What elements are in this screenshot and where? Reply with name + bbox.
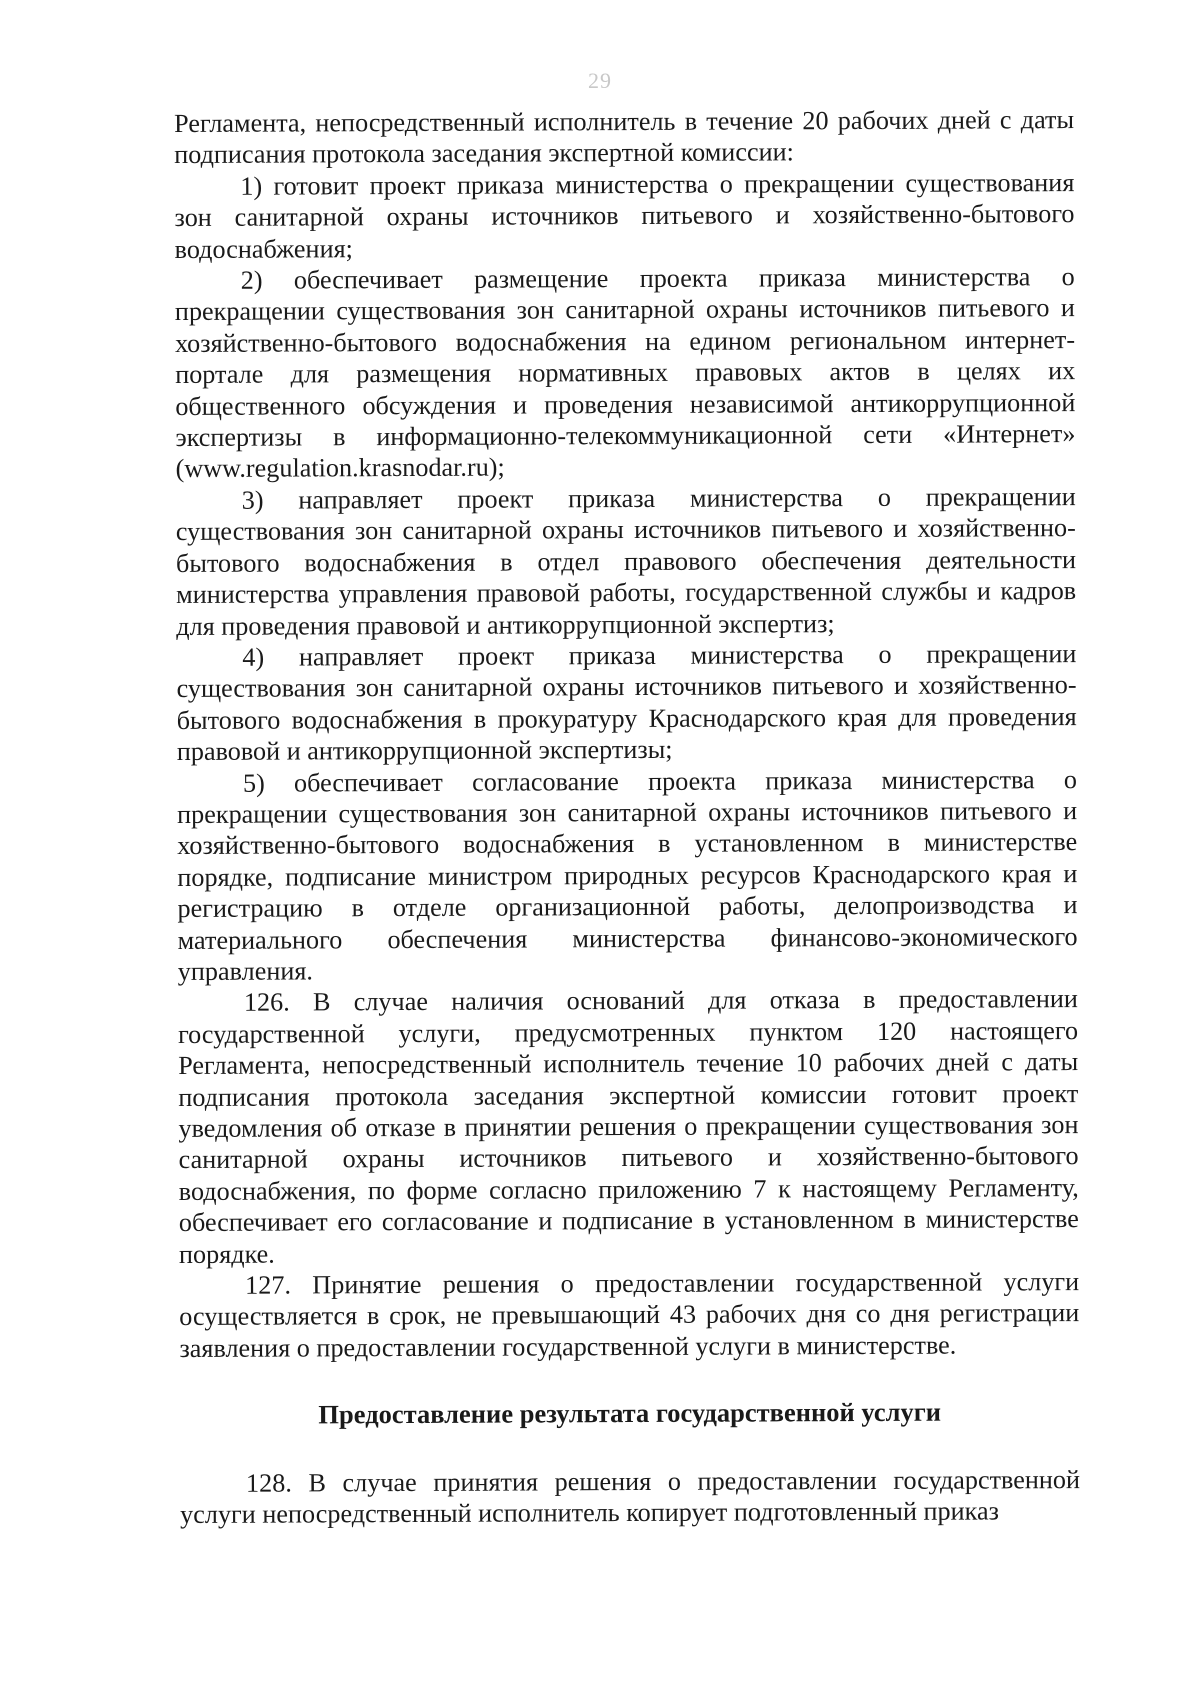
paragraph-item-5: 5) обеспечивает согласование проекта приказа министерства о прекращении существования зон санитарной охраны источников питьевого и хозяйственно-бытового водоснабжения в установленном в министерстве порядке, подписание министром природных ресурсов Краснодарского края и регистрацию в отделе организационной работы, делопроизводства и материального обеспечения министерства финансово-экономического управления. [177, 764, 1078, 986]
paragraph-item-4: 4) направляет проект приказа министерства о прекращении существования зон санитарной охраны источников питьевого и хозяйственно-бытового водоснабжения в прокуратуру Краснодарского края для проведения правовой и антикоррупционной экспертизы; [176, 638, 1077, 767]
document-body [174, 104, 1080, 1530]
section-title: Предоставление результата государственной услуги [318, 1396, 942, 1430]
paragraph-127: 127. Принятие решения о предоставлении государственной услуги осуществляется в срок, не превышающий 43 рабочих дня со дня регистрации заявления о предоставлении государственной услуги в министерстве. [179, 1267, 1080, 1363]
paragraph-item-3: 3) направляет проект приказа министерства о прекращении существования зон санитарной охраны источников питьевого и хозяйственно-бытового водоснабжения в отдел правового обеспечения деятельности министерства управления правовой работы, государственной службы и кадров для проведения правовой и антикоррупционной экспертиз; [175, 481, 1077, 641]
paragraph-item-1: 1) готовит проект приказа министерства о прекращении существования зон санитарной охраны источников питьевого и хозяйственно-бытового водоснабжения; [174, 167, 1075, 264]
paragraph-item-2: 2) обеспечивает размещение проекта приказа министерства о прекращении существования зон санитарной охраны источников питьевого и хозяйственно-бытового водоснабжения на едином региональном интернет-портале для размещения нормативных правовых актов в целях их общественного обсуждения и проведения независимой антикоррупционной экспертизы в информационно-телекоммуникационной сети «Интернет» (www.regulation.krasnodar.ru); [174, 262, 1076, 484]
paragraph-126: 126. В случае наличия оснований для отказа в предоставлении государственной услуги, предусмотренных пунктом 120 настоящего Регламента, непосредственный исполнитель течение 10 рабочих дней с даты подписания протокола заседания экспертной комиссии готовит проект уведомления об отказе в принятии решения о прекращении существования зон санитарной охраны источников питьевого и хозяйственно-бытового водоснабжения, по форме согласно приложению 7 к настоящему Регламенту, обеспечивает его согласование и подписание в установленном в министерстве порядке. [177, 984, 1079, 1269]
paragraph-continuation: Регламента, непосредственный исполнитель в течение 20 рабочих дней с даты подписания протокола заседания экспертной комиссии: [174, 105, 1075, 170]
paragraph-128: 128. В случае принятия решения о предоставлении государственной услуги непосредственный исполнитель копирует подготовленный приказ [180, 1464, 1081, 1530]
page-number: 29 [588, 68, 612, 93]
